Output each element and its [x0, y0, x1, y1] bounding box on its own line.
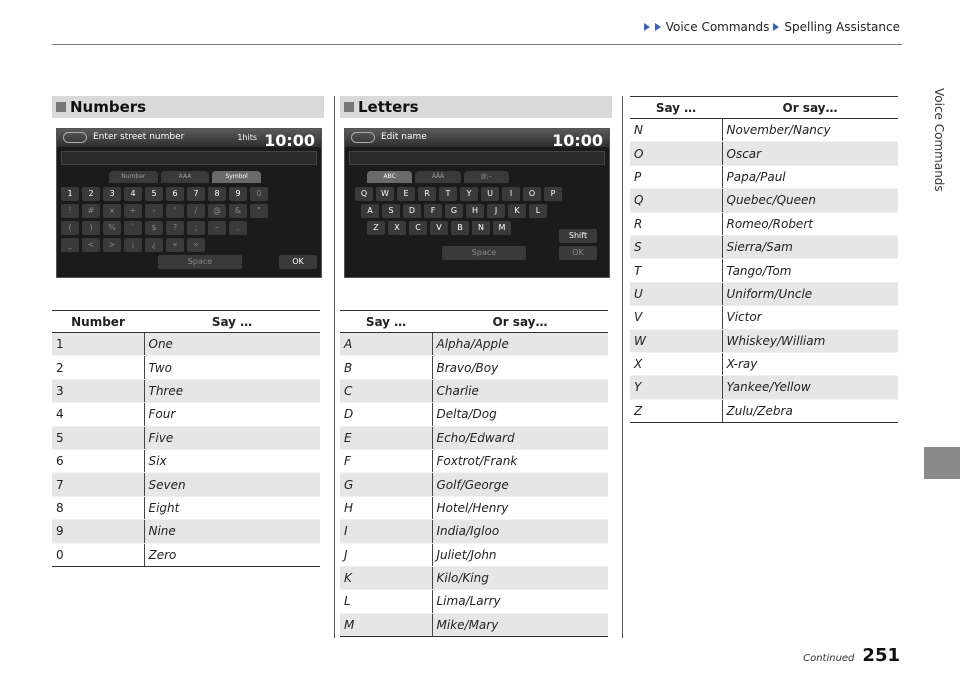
say-cell: Zero	[144, 543, 320, 566]
number-cell: 6	[52, 449, 144, 472]
header-divider	[52, 44, 902, 45]
letter-cell: Q	[630, 189, 722, 212]
say-cell: Six	[144, 449, 320, 472]
key[interactable]: `	[124, 221, 142, 235]
key[interactable]: L	[529, 204, 547, 218]
table-row	[630, 399, 898, 422]
key[interactable]: A	[361, 204, 379, 218]
say-cell: Nine	[144, 520, 320, 543]
page-number: 251	[862, 645, 900, 666]
section-heading-letters	[340, 96, 612, 118]
say-cell: Quebec/Queen	[722, 189, 898, 212]
keyboard	[61, 187, 317, 269]
key[interactable]: K	[508, 204, 526, 218]
numbers-screen	[56, 128, 322, 278]
continued-label: Continued	[803, 653, 855, 664]
ok-key[interactable]: OK	[559, 246, 597, 260]
table-row	[340, 566, 608, 589]
clock: 10:00	[552, 131, 603, 150]
key[interactable]: 6	[166, 187, 184, 201]
tab-abc[interactable]: ABC	[367, 171, 412, 183]
triangle-icon	[773, 23, 779, 31]
letter-cell: T	[630, 259, 722, 282]
letter-cell: I	[340, 520, 432, 543]
section-title: Numbers	[70, 98, 147, 116]
say-cell: Foxtrot/Frank	[432, 449, 608, 472]
key[interactable]: "	[250, 204, 268, 218]
number-cell: 7	[52, 473, 144, 496]
key[interactable]: %	[103, 221, 121, 235]
table-row	[52, 520, 320, 543]
side-tab	[924, 0, 960, 678]
say-cell: Juliet/John	[432, 543, 608, 566]
entry-field[interactable]	[61, 151, 317, 165]
letter-cell: P	[630, 165, 722, 188]
keyboard	[355, 187, 605, 260]
letter-cell: L	[340, 590, 432, 613]
column-header: Number	[52, 311, 144, 333]
say-cell: Romeo/Robert	[722, 212, 898, 235]
say-cell: Delta/Dog	[432, 403, 608, 426]
say-cell: Papa/Paul	[722, 165, 898, 188]
table-row	[630, 306, 898, 329]
table-row	[340, 333, 608, 356]
table-row	[52, 379, 320, 402]
screen-title: Enter street number	[93, 132, 185, 142]
table-row	[630, 376, 898, 399]
column-header: Say …	[144, 311, 320, 333]
key[interactable]: &	[229, 204, 247, 218]
letter-cell: J	[340, 543, 432, 566]
page-footer	[803, 645, 900, 666]
key[interactable]: .	[229, 221, 247, 235]
say-cell: Hotel/Henry	[432, 496, 608, 519]
say-cell: Kilo/King	[432, 566, 608, 589]
square-bullet-icon	[56, 102, 66, 112]
letter-cell: E	[340, 426, 432, 449]
key[interactable]: O	[523, 187, 541, 201]
letter-cell: U	[630, 282, 722, 305]
letter-cell: X	[630, 352, 722, 375]
breadcrumb-item: Voice Commands	[665, 20, 770, 34]
letter-cell: K	[340, 566, 432, 589]
keyboard-tabs	[109, 171, 261, 183]
screen-title: Edit name	[381, 132, 427, 142]
say-cell: Alpha/Apple	[432, 333, 608, 356]
key[interactable]: 8	[208, 187, 226, 201]
column-divider	[334, 96, 335, 638]
key[interactable]: X	[388, 221, 406, 235]
table-row	[340, 426, 608, 449]
key[interactable]: !	[61, 204, 79, 218]
say-cell: Five	[144, 426, 320, 449]
table-row	[52, 426, 320, 449]
tab-accented[interactable]: AAA	[161, 171, 210, 183]
key[interactable]: 2	[82, 187, 100, 201]
key[interactable]: »	[187, 238, 205, 252]
key[interactable]: ;	[187, 221, 205, 235]
letter-cell: N	[630, 119, 722, 142]
voice-icon	[351, 132, 375, 143]
letter-cell: R	[630, 212, 722, 235]
letter-cell: H	[340, 496, 432, 519]
letters-screen	[344, 128, 610, 278]
key[interactable]: '	[166, 204, 184, 218]
table-row	[630, 235, 898, 258]
say-cell: X-ray	[722, 352, 898, 375]
key[interactable]: +	[124, 204, 142, 218]
letter-cell: B	[340, 356, 432, 379]
tab-number[interactable]: Number	[109, 171, 158, 183]
key[interactable]: T	[439, 187, 457, 201]
breadcrumb-item: Spelling Assistance	[784, 20, 900, 34]
key[interactable]: E	[397, 187, 415, 201]
column-divider	[622, 96, 623, 638]
say-cell: Mike/Mary	[432, 613, 608, 636]
number-cell: 0	[52, 543, 144, 566]
key[interactable]: 0	[250, 187, 268, 201]
section-heading-numbers	[52, 96, 324, 118]
table-row	[630, 189, 898, 212]
say-cell: Yankee/Yellow	[722, 376, 898, 399]
say-cell: Whiskey/William	[722, 329, 898, 352]
key[interactable]: >	[103, 238, 121, 252]
key[interactable]: )	[82, 221, 100, 235]
side-tab-label: Voice Commands	[932, 88, 946, 192]
say-cell: India/Igloo	[432, 520, 608, 543]
number-cell: 9	[52, 520, 144, 543]
table-row	[630, 119, 898, 142]
side-tab-marker	[924, 447, 960, 479]
letter-cell: S	[630, 235, 722, 258]
key[interactable]: <	[82, 238, 100, 252]
key[interactable]: 1	[61, 187, 79, 201]
table-row	[52, 356, 320, 379]
column-header: Say …	[630, 97, 722, 119]
table-row	[340, 379, 608, 402]
say-cell: One	[144, 333, 320, 356]
number-cell: 3	[52, 379, 144, 402]
table-row	[52, 449, 320, 472]
key[interactable]: B	[451, 221, 469, 235]
number-cell: 1	[52, 333, 144, 356]
key[interactable]: H	[466, 204, 484, 218]
number-cell: 2	[52, 356, 144, 379]
letter-cell: Z	[630, 399, 722, 422]
key[interactable]: J	[487, 204, 505, 218]
key[interactable]: ¿	[145, 238, 163, 252]
letter-cell: A	[340, 333, 432, 356]
square-bullet-icon	[344, 102, 354, 112]
table-row	[340, 403, 608, 426]
key[interactable]: (	[61, 221, 79, 235]
key[interactable]: P	[544, 187, 562, 201]
triangle-icon	[644, 23, 650, 31]
key[interactable]: I	[502, 187, 520, 201]
column-header: Say …	[340, 311, 432, 333]
say-cell: Golf/George	[432, 473, 608, 496]
table-row	[630, 142, 898, 165]
key[interactable]: W	[376, 187, 394, 201]
key[interactable]: x	[103, 204, 121, 218]
tab-symbol[interactable]: @;–	[464, 171, 509, 183]
key[interactable]: 5	[145, 187, 163, 201]
key[interactable]: Z	[367, 221, 385, 235]
say-cell: Tango/Tom	[722, 259, 898, 282]
table-row	[630, 165, 898, 188]
shift-key[interactable]: Shift	[559, 229, 597, 243]
table-row	[630, 212, 898, 235]
key[interactable]: _	[61, 238, 79, 252]
table-row	[340, 473, 608, 496]
tab-symbol[interactable]: Symbol	[212, 171, 261, 183]
key[interactable]: 7	[187, 187, 205, 201]
entry-field[interactable]	[349, 151, 605, 165]
ok-key[interactable]: OK	[279, 255, 317, 269]
triangle-icon	[655, 23, 661, 31]
section-title: Letters	[358, 98, 419, 116]
space-key[interactable]: Space	[158, 255, 242, 269]
letter-cell: W	[630, 329, 722, 352]
table-row	[340, 496, 608, 519]
say-cell: Echo/Edward	[432, 426, 608, 449]
space-key[interactable]: Space	[442, 246, 526, 260]
voice-icon	[63, 132, 87, 143]
say-cell: Bravo/Boy	[432, 356, 608, 379]
key[interactable]: 4	[124, 187, 142, 201]
say-cell: Two	[144, 356, 320, 379]
key[interactable]: S	[382, 204, 400, 218]
say-cell: November/Nancy	[722, 119, 898, 142]
table-row	[630, 329, 898, 352]
key[interactable]: N	[472, 221, 490, 235]
letter-cell: D	[340, 403, 432, 426]
key[interactable]: @	[208, 204, 226, 218]
say-cell: Sierra/Sam	[722, 235, 898, 258]
key[interactable]: D	[403, 204, 421, 218]
say-cell: Charlie	[432, 379, 608, 402]
key[interactable]: /	[187, 204, 205, 218]
tab-accented[interactable]: ÄÅÄ	[415, 171, 460, 183]
number-cell: 4	[52, 403, 144, 426]
hit-count: 1hits	[237, 133, 257, 142]
key[interactable]: «	[166, 238, 184, 252]
table-row	[52, 403, 320, 426]
key[interactable]: R	[418, 187, 436, 201]
letters-table-n-z	[630, 96, 898, 423]
table-row	[630, 259, 898, 282]
say-cell: Four	[144, 403, 320, 426]
key[interactable]: M	[493, 221, 511, 235]
number-cell: 5	[52, 426, 144, 449]
letter-cell: O	[630, 142, 722, 165]
table-row	[52, 543, 320, 566]
table-row	[630, 282, 898, 305]
key[interactable]: Q	[355, 187, 373, 201]
breadcrumb	[644, 20, 900, 34]
table-row	[340, 449, 608, 472]
key[interactable]: ?	[166, 221, 184, 235]
key[interactable]: $	[145, 221, 163, 235]
key[interactable]: –	[208, 221, 226, 235]
key[interactable]: Y	[460, 187, 478, 201]
key[interactable]: 9	[229, 187, 247, 201]
table-row	[52, 496, 320, 519]
say-cell: Victor	[722, 306, 898, 329]
table-row	[52, 473, 320, 496]
column-header: Or say…	[432, 311, 608, 333]
table-row	[340, 520, 608, 543]
letter-cell: F	[340, 449, 432, 472]
number-cell: 8	[52, 496, 144, 519]
letter-cell: G	[340, 473, 432, 496]
key[interactable]: #	[82, 204, 100, 218]
letter-cell: C	[340, 379, 432, 402]
key[interactable]: ¡	[124, 238, 142, 252]
letters-table-a-m	[340, 310, 608, 637]
key[interactable]: -	[145, 204, 163, 218]
key[interactable]: U	[481, 187, 499, 201]
say-cell: Zulu/Zebra	[722, 399, 898, 422]
keyboard-tabs	[367, 171, 509, 183]
letter-cell: V	[630, 306, 722, 329]
key[interactable]: G	[445, 204, 463, 218]
letter-cell: Y	[630, 376, 722, 399]
key[interactable]: V	[430, 221, 448, 235]
key[interactable]: C	[409, 221, 427, 235]
key[interactable]: 3	[103, 187, 121, 201]
table-row	[52, 333, 320, 356]
say-cell: Uniform/Uncle	[722, 282, 898, 305]
say-cell: Three	[144, 379, 320, 402]
say-cell: Eight	[144, 496, 320, 519]
say-cell: Lima/Larry	[432, 590, 608, 613]
table-row	[630, 352, 898, 375]
table-row	[340, 356, 608, 379]
table-row	[340, 590, 608, 613]
say-cell: Oscar	[722, 142, 898, 165]
say-cell: Seven	[144, 473, 320, 496]
key[interactable]: F	[424, 204, 442, 218]
table-row	[340, 613, 608, 636]
letter-cell: M	[340, 613, 432, 636]
column-header: Or say…	[722, 97, 898, 119]
numbers-table	[52, 310, 320, 567]
table-row	[340, 543, 608, 566]
clock: 10:00	[264, 131, 315, 150]
